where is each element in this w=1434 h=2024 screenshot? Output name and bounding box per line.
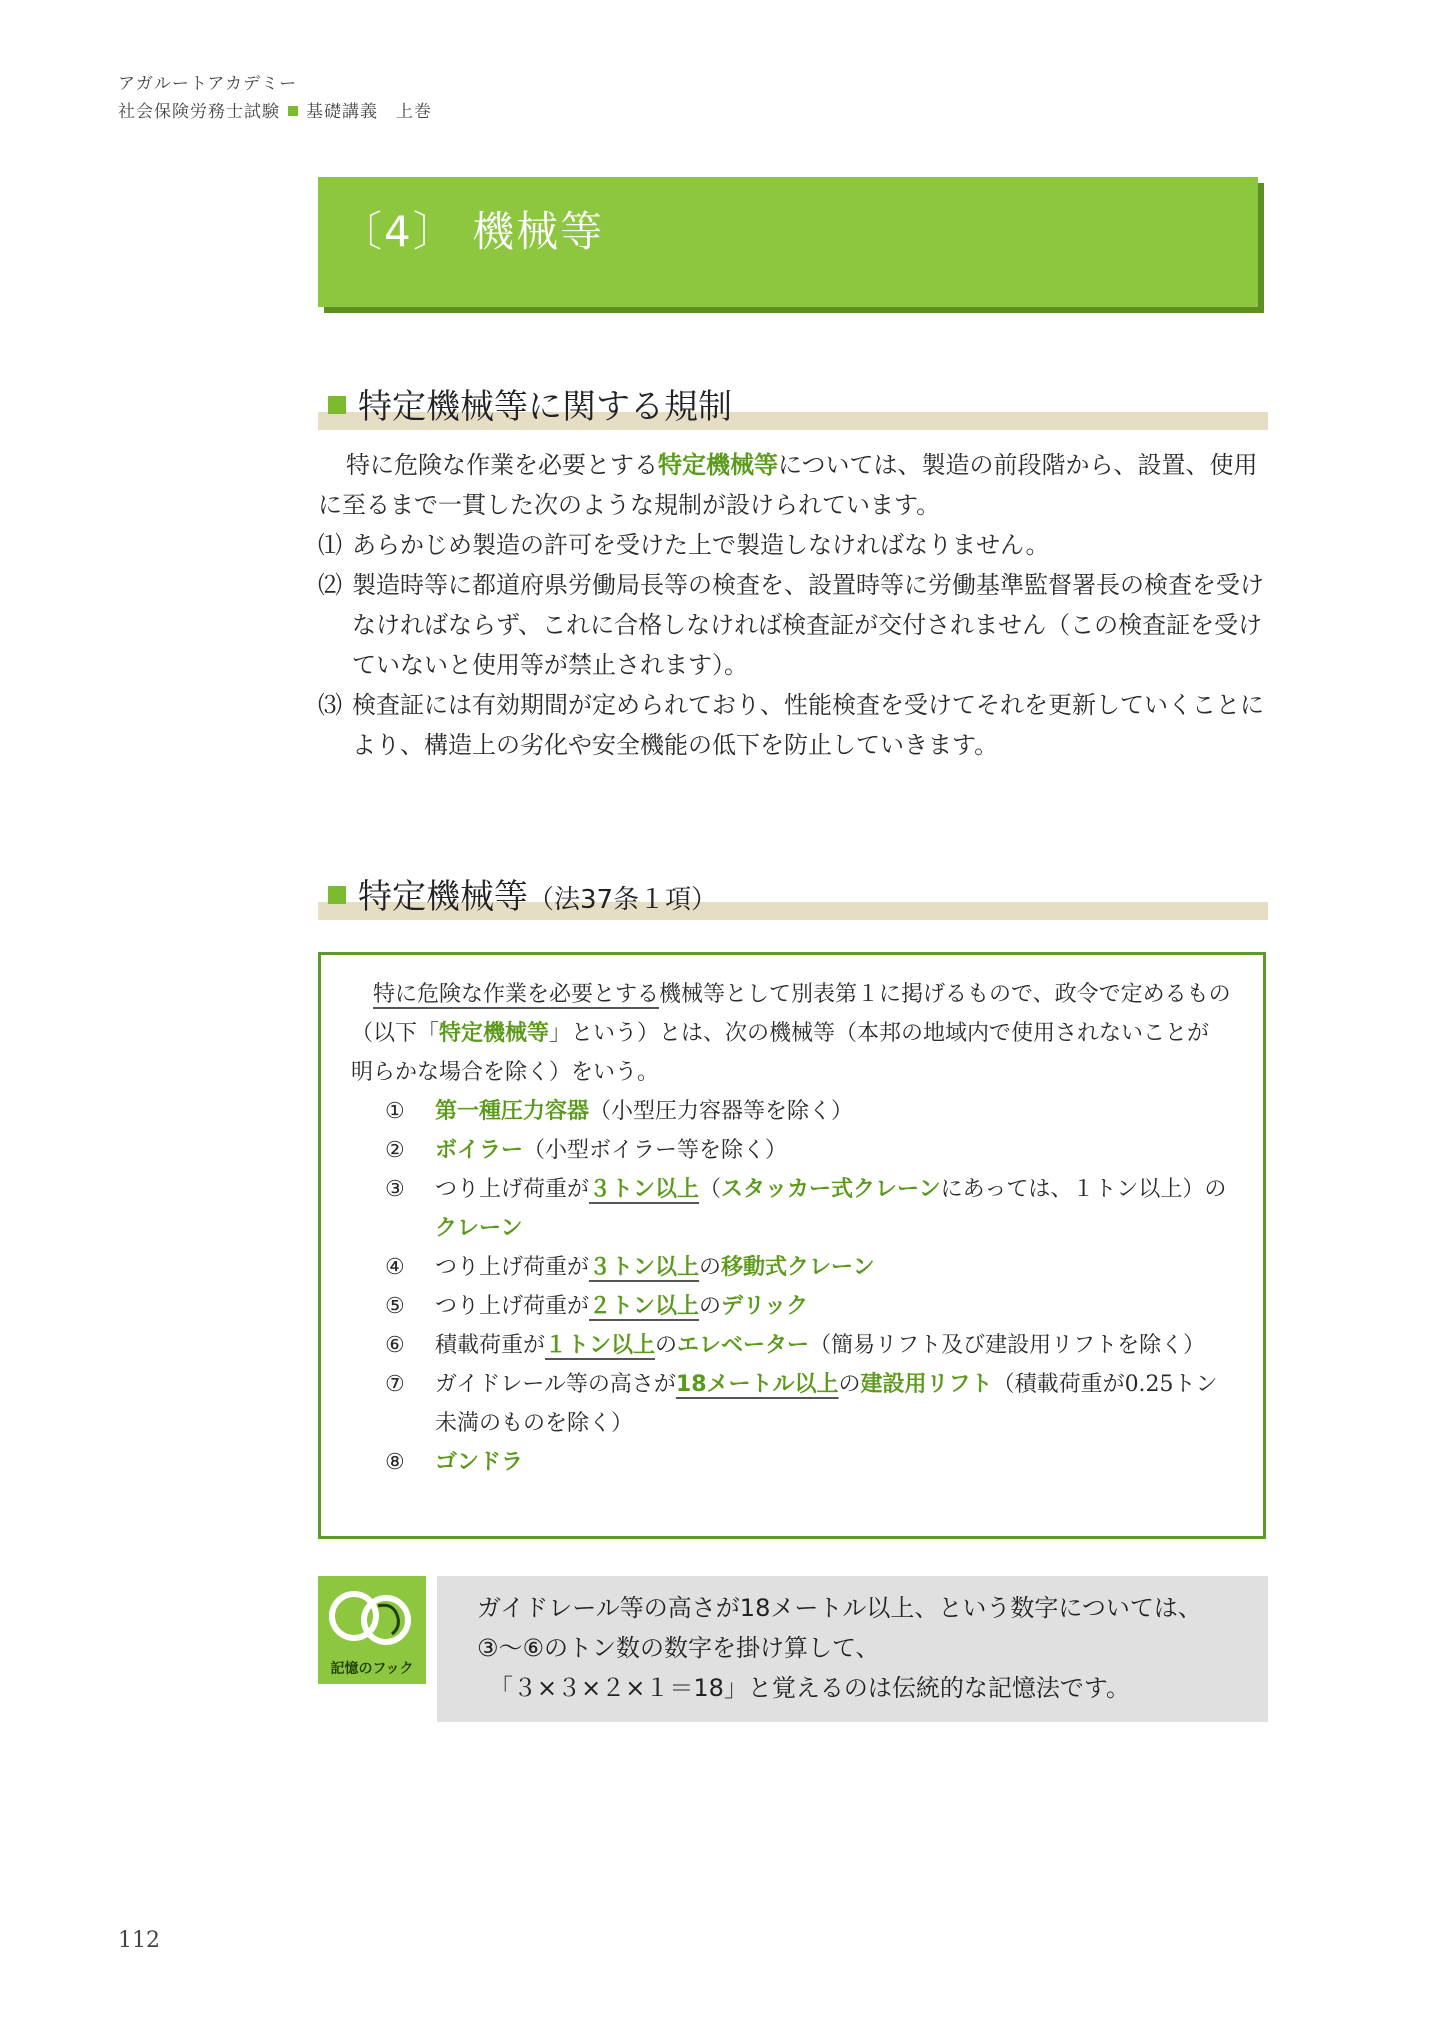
machine-item-1: ① 第一種圧力容器（小型圧力容器等を除く） <box>385 1099 854 1124</box>
memory-hook-icon <box>318 1576 426 1684</box>
header-volume: 基礎講義 上巻 <box>306 102 432 122</box>
square-bullet-icon <box>328 886 346 904</box>
header-book-title <box>118 98 432 126</box>
machine-item-6: ⑥ 積載荷重が１トン以上のエレベーター（簡易リフト及び建設用リフトを除く） <box>385 1333 1206 1358</box>
header-exam-name: 社会保険労務士試験 <box>118 102 280 122</box>
list-item: ⑶ 検査証には有効期間が定められており、性能検査を受けてそれを更新していくことにより、構造上の劣化や安全機能の低下を防止していきます。 <box>318 691 1264 759</box>
legal-reference: （法37条１項） <box>528 885 718 915</box>
definition-text: 特に危険な作業を必要とする機械等として別表第１に掲げるもので、政令で定めるもの（以下「特定機械等」という）とは、次の機械等（本邦の地域内で使用されないことが明らかな場合を除く）をいう。 <box>351 982 1231 1085</box>
chapter-heading-banner <box>318 177 1258 307</box>
hook-line-3: 「３×３×２×１＝18」と覚えるのは伝統的な記憶法です。 <box>489 1674 1130 1702</box>
head-silhouette-icon <box>318 1576 426 1656</box>
machine-item-5: ⑤ つり上げ荷重が２トン以上のデリック <box>385 1294 809 1319</box>
keyword-highlight: 特定機械等 <box>658 451 778 479</box>
hook-line-2: ③〜⑥のトン数の数字を掛け算して、 <box>477 1634 880 1662</box>
machine-item-7: ⑦ ガイドレール等の高さが18メートル以上の建設用リフト（積載荷重が0.25トン未満のものを除く） <box>385 1372 1218 1436</box>
header-publisher: アガルートアカデミー <box>118 74 298 94</box>
hook-line-1: ガイドレール等の高さが18メートル以上、という数字については、 <box>477 1594 1202 1622</box>
machine-item-3: ③ つり上げ荷重が３トン以上（スタッカー式クレーンにあっては、１トン以上）のクレーン <box>385 1177 1227 1241</box>
square-bullet-icon <box>288 106 298 116</box>
running-header <box>118 70 432 126</box>
machine-item-4: ④ つり上げ荷重が３トン以上の移動式クレーン <box>385 1255 875 1280</box>
section-title: 特定機械等 <box>358 877 528 917</box>
section-title: 特定機械等に関する規制 <box>358 387 732 427</box>
definition-box <box>318 952 1266 1539</box>
memory-hook-label: 記憶のフック <box>330 1661 414 1677</box>
machine-item-8: ⑧ ゴンドラ <box>385 1450 524 1475</box>
machine-item-2: ② ボイラー（小型ボイラー等を除く） <box>385 1138 788 1163</box>
list-item: ⑴ あらかじめ製造の許可を受けた上で製造しなければなりません。 <box>318 531 1050 559</box>
section-heading-regulation <box>318 380 1268 430</box>
page-number: 112 <box>118 1928 160 1953</box>
memory-hook-box <box>437 1576 1268 1722</box>
keyword-highlight: 特定機械等 <box>439 1021 550 1046</box>
section1-body <box>318 445 1268 765</box>
square-bullet-icon <box>328 396 346 414</box>
section-heading-specified-machinery <box>318 870 1268 920</box>
chapter-title: 〔4〕 機械等 <box>340 207 605 256</box>
intro-paragraph: 特に危険な作業を必要とする特定機械等については、製造の前段階から、設置、使用に至るまで一貫した次のような規制が設けられています。 <box>318 451 1258 519</box>
list-item: ⑵ 製造時等に都道府県労働局長等の検査を、設置時等に労働基準監督署長の検査を受けなければならず、これに合格しなければ検査証が交付されません（この検査証を受けていないと使用等が禁止されます）。 <box>318 571 1264 679</box>
